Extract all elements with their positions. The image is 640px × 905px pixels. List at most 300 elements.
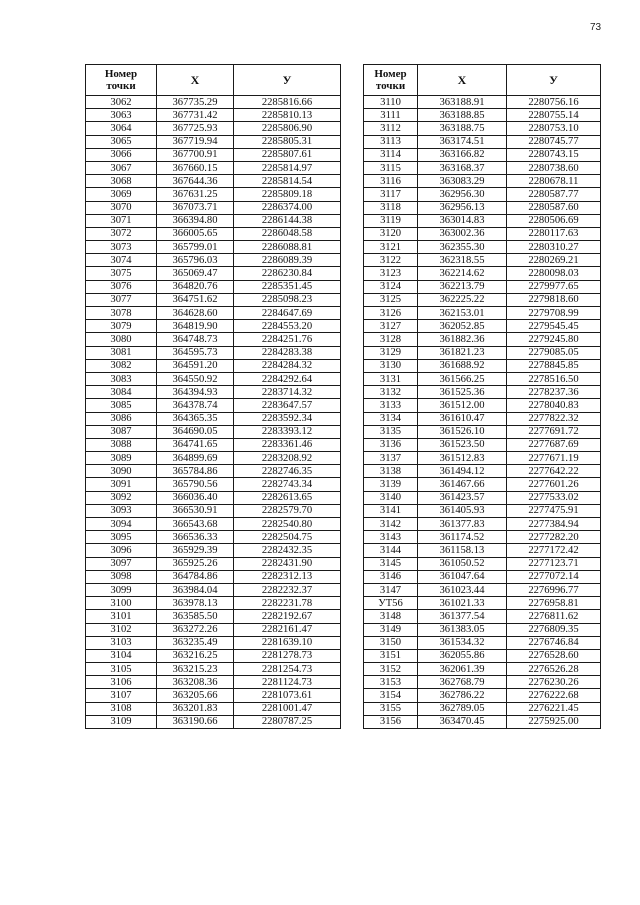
x-header: Х [418,65,507,96]
table-row [364,702,601,715]
point-number-cell: 3079 [86,320,157,333]
point-number-cell: 3111 [364,109,418,122]
x-coordinate-cell: 363978.13 [157,597,234,610]
y-coordinate-cell: 2284553.20 [234,320,341,333]
x-coordinate-cell: 363188.75 [418,122,507,135]
x-coordinate-cell: 366543.68 [157,518,234,531]
x-header: Х [157,65,234,96]
y-coordinate-cell: 2278516.50 [507,372,601,385]
table-row [86,610,341,623]
point-number-cell: 3086 [86,412,157,425]
table-row [86,109,341,122]
y-coordinate-cell: 2276996.77 [507,583,601,596]
x-coordinate-cell: 366005.65 [157,227,234,240]
y-coordinate-cell: 2286230.84 [234,267,341,280]
point-number-cell: 3122 [364,254,418,267]
y-coordinate-cell: 2277384.94 [507,518,601,531]
y-coordinate-cell: 2276222.68 [507,689,601,702]
point-number-cell: 3138 [364,465,418,478]
x-coordinate-cell: 362956.30 [418,188,507,201]
x-coordinate-cell: 364899.69 [157,452,234,465]
x-coordinate-cell: 365796.03 [157,254,234,267]
table-row [86,636,341,649]
point-number-cell: 3107 [86,689,157,702]
point-number-cell: 3108 [86,702,157,715]
point-number-cell: 3084 [86,386,157,399]
table-row [364,320,601,333]
point-number-cell: 3154 [364,689,418,702]
table-row [364,267,601,280]
table-row [364,583,601,596]
table-row [86,399,341,412]
coordinates-table-right [363,64,601,729]
point-number-cell: 3118 [364,201,418,214]
table-row [86,478,341,491]
table-row [86,715,341,728]
y-coordinate-cell: 2285809.18 [234,188,341,201]
point-number-cell: 3089 [86,452,157,465]
y-coordinate-cell: 2280506.69 [507,214,601,227]
point-number-cell: 3129 [364,346,418,359]
y-coordinate-cell: 2285810.13 [234,109,341,122]
y-coordinate-cell: 2276528.60 [507,649,601,662]
point-number-cell: 3096 [86,544,157,557]
table-row [86,438,341,451]
table-row [364,122,601,135]
table-row [364,307,601,320]
point-number-cell: 3073 [86,241,157,254]
y-coordinate-cell: 2277601.26 [507,478,601,491]
table-row [364,504,601,517]
y-coordinate-cell: 2282613.65 [234,491,341,504]
table-row [86,465,341,478]
y-coordinate-cell: 2285806.90 [234,122,341,135]
y-coordinate-cell: 2280753.10 [507,122,601,135]
x-coordinate-cell: 362055.86 [418,649,507,662]
point-number-cell: 3067 [86,161,157,174]
x-coordinate-cell: 364394.93 [157,386,234,399]
y-coordinate-cell: 2276746.84 [507,636,601,649]
table-row [86,293,341,306]
y-coordinate-cell: 2285814.54 [234,175,341,188]
x-coordinate-cell: 361174.52 [418,531,507,544]
y-coordinate-cell: 2278040.83 [507,399,601,412]
x-coordinate-cell: 361377.54 [418,610,507,623]
table-row [364,557,601,570]
x-coordinate-cell: 361494.12 [418,465,507,478]
point-number-cell: 3143 [364,531,418,544]
y-coordinate-cell: 2282431.90 [234,557,341,570]
x-coordinate-cell: 367731.42 [157,109,234,122]
point-number-cell: 3071 [86,214,157,227]
table-row [364,465,601,478]
x-coordinate-cell: 361050.52 [418,557,507,570]
table-row [364,188,601,201]
table-row [364,649,601,662]
table-row [86,544,341,557]
y-coordinate-cell: 2283208.92 [234,452,341,465]
x-coordinate-cell: 363188.85 [418,109,507,122]
y-coordinate-cell: 2286374.00 [234,201,341,214]
table-row [86,531,341,544]
point-number-cell: 3131 [364,372,418,385]
y-coordinate-cell: 2277533.02 [507,491,601,504]
x-coordinate-cell: 361688.92 [418,359,507,372]
point-number-cell: 3142 [364,518,418,531]
x-coordinate-cell: 363235.49 [157,636,234,649]
point-number-cell: 3155 [364,702,418,715]
table-row [86,254,341,267]
table-row [86,583,341,596]
x-coordinate-cell: 364784.86 [157,570,234,583]
x-coordinate-cell: 365784.86 [157,465,234,478]
table-row [364,518,601,531]
point-number-header: Номер точки [364,65,418,96]
table-row [364,135,601,148]
point-number-cell: 3137 [364,452,418,465]
point-number-cell: 3128 [364,333,418,346]
x-coordinate-cell: 361377.83 [418,518,507,531]
y-coordinate-cell: 2279818.60 [507,293,601,306]
y-coordinate-cell: 2286144.38 [234,214,341,227]
point-number-cell: 3135 [364,425,418,438]
point-number-cell: 3140 [364,491,418,504]
x-coordinate-cell: 364595.73 [157,346,234,359]
y-coordinate-cell: 2282746.35 [234,465,341,478]
y-coordinate-cell: 2278237.36 [507,386,601,399]
x-coordinate-cell: 361526.10 [418,425,507,438]
x-coordinate-cell: 361566.25 [418,372,507,385]
point-number-cell: 3101 [86,610,157,623]
point-number-cell: 3148 [364,610,418,623]
table-row [86,452,341,465]
table-row [86,702,341,715]
x-coordinate-cell: 362061.39 [418,663,507,676]
y-coordinate-cell: 2279245.80 [507,333,601,346]
y-coordinate-cell: 2277123.71 [507,557,601,570]
point-number-header: Номер точки [86,65,157,96]
table-row [364,438,601,451]
point-number-cell: 3132 [364,386,418,399]
point-number-cell: 3105 [86,663,157,676]
table-row [364,254,601,267]
table-row [86,201,341,214]
x-coordinate-cell: 364628.60 [157,307,234,320]
y-coordinate-cell: 2279977.65 [507,280,601,293]
point-number-cell: 3156 [364,715,418,728]
y-coordinate-cell: 2284284.32 [234,359,341,372]
point-number-cell: 3102 [86,623,157,636]
y-coordinate-cell: 2282743.34 [234,478,341,491]
y-coordinate-cell: 2278845.85 [507,359,601,372]
table-row [86,96,341,109]
x-coordinate-cell: 363166.82 [418,148,507,161]
x-coordinate-cell: 367631.25 [157,188,234,201]
x-coordinate-cell: 361383.05 [418,623,507,636]
x-coordinate-cell: 361023.44 [418,583,507,596]
y-coordinate-cell: 2283592.34 [234,412,341,425]
x-coordinate-cell: 361021.33 [418,597,507,610]
table-row [86,320,341,333]
y-coordinate-cell: 2280269.21 [507,254,601,267]
table-row [86,280,341,293]
table-row [364,148,601,161]
table-row [86,663,341,676]
point-number-cell: 3151 [364,649,418,662]
y-header: У [507,65,601,96]
y-coordinate-cell: 2282432.35 [234,544,341,557]
y-coordinate-cell: 2276809.35 [507,623,601,636]
table-row [86,227,341,240]
x-coordinate-cell: 363002.36 [418,227,507,240]
point-number-cell: 3080 [86,333,157,346]
y-coordinate-cell: 2285098.23 [234,293,341,306]
x-coordinate-cell: 364741.65 [157,438,234,451]
point-number-cell: 3085 [86,399,157,412]
x-coordinate-cell: 366530.91 [157,504,234,517]
y-coordinate-cell: 2286089.39 [234,254,341,267]
point-number-cell: 3082 [86,359,157,372]
y-coordinate-cell: 2280738.60 [507,161,601,174]
x-coordinate-cell: 367660.15 [157,161,234,174]
table-row [86,359,341,372]
x-coordinate-cell: 364378.74 [157,399,234,412]
point-number-cell: 3134 [364,412,418,425]
point-number-cell: 3097 [86,557,157,570]
y-coordinate-cell: 2279545.45 [507,320,601,333]
x-coordinate-cell: 361882.36 [418,333,507,346]
table-row [364,280,601,293]
point-number-cell: 3100 [86,597,157,610]
point-number-cell: 3133 [364,399,418,412]
point-number-cell: 3077 [86,293,157,306]
point-number-cell: 3147 [364,583,418,596]
table-row [364,452,601,465]
x-coordinate-cell: 366536.33 [157,531,234,544]
point-number-cell: 3126 [364,307,418,320]
point-number-cell: 3139 [364,478,418,491]
table-row [364,214,601,227]
table-row [364,636,601,649]
point-number-cell: 3081 [86,346,157,359]
table-row [86,307,341,320]
x-coordinate-cell: 362225.22 [418,293,507,306]
table-row [86,241,341,254]
y-coordinate-cell: 2282579.70 [234,504,341,517]
point-number-cell: 3146 [364,570,418,583]
y-coordinate-cell: 2277282.20 [507,531,601,544]
table-row [364,227,601,240]
x-coordinate-cell: 364819.90 [157,320,234,333]
x-coordinate-cell: 361512.00 [418,399,507,412]
point-number-cell: 3075 [86,267,157,280]
table-row [86,333,341,346]
y-coordinate-cell: 2277671.19 [507,452,601,465]
x-coordinate-cell: 365799.01 [157,241,234,254]
x-coordinate-cell: 363216.25 [157,649,234,662]
y-coordinate-cell: 2282192.67 [234,610,341,623]
point-number-cell: 3112 [364,122,418,135]
point-number-cell: 3119 [364,214,418,227]
table-row [364,597,601,610]
y-coordinate-cell: 2276230.26 [507,676,601,689]
x-coordinate-cell: 362786.22 [418,689,507,702]
x-coordinate-cell: 366036.40 [157,491,234,504]
table-row [364,531,601,544]
table-row [86,148,341,161]
x-coordinate-cell: 367644.36 [157,175,234,188]
table-row [364,663,601,676]
point-number-cell: 3144 [364,544,418,557]
point-number-cell: 3130 [364,359,418,372]
point-number-cell: 3065 [86,135,157,148]
point-number-cell: 3069 [86,188,157,201]
point-number-cell: 3087 [86,425,157,438]
x-coordinate-cell: 363272.26 [157,623,234,636]
table-row [364,570,601,583]
x-coordinate-cell: 364748.73 [157,333,234,346]
point-number-cell: 3078 [86,307,157,320]
table-row [86,175,341,188]
x-coordinate-cell: 361534.32 [418,636,507,649]
point-number-cell: 3145 [364,557,418,570]
x-coordinate-cell: 361423.57 [418,491,507,504]
y-coordinate-cell: 2281073.61 [234,689,341,702]
table-row [364,478,601,491]
table-row [86,570,341,583]
y-coordinate-cell: 2276958.81 [507,597,601,610]
y-coordinate-cell: 2282540.80 [234,518,341,531]
table-row [364,346,601,359]
x-coordinate-cell: 367725.93 [157,122,234,135]
y-coordinate-cell: 2280787.25 [234,715,341,728]
point-number-cell: 3068 [86,175,157,188]
x-coordinate-cell: 366394.80 [157,214,234,227]
x-coordinate-cell: 361467.66 [418,478,507,491]
point-number-cell: 3093 [86,504,157,517]
point-number-cell: 3091 [86,478,157,491]
point-number-cell: 3150 [364,636,418,649]
table-header-row [364,65,601,96]
x-coordinate-cell: 362213.79 [418,280,507,293]
point-number-cell: 3123 [364,267,418,280]
y-coordinate-cell: 2283714.32 [234,386,341,399]
table-row [364,241,601,254]
point-number-cell: 3062 [86,96,157,109]
point-number-cell: 3120 [364,227,418,240]
x-coordinate-cell: 363168.37 [418,161,507,174]
table-row [86,689,341,702]
y-coordinate-cell: 2277691.72 [507,425,601,438]
table-row [86,518,341,531]
y-coordinate-cell: 2280678.11 [507,175,601,188]
point-number-cell: УТ56 [364,597,418,610]
y-coordinate-cell: 2277475.91 [507,504,601,517]
y-coordinate-cell: 2277172.42 [507,544,601,557]
point-number-cell: 3104 [86,649,157,662]
table-row [86,425,341,438]
x-coordinate-cell: 365069.47 [157,267,234,280]
x-coordinate-cell: 364820.76 [157,280,234,293]
y-coordinate-cell: 2280743.15 [507,148,601,161]
y-coordinate-cell: 2282312.13 [234,570,341,583]
y-coordinate-cell: 2283647.57 [234,399,341,412]
point-number-cell: 3106 [86,676,157,689]
y-coordinate-cell: 2280587.77 [507,188,601,201]
table-row [86,491,341,504]
point-number-cell: 3094 [86,518,157,531]
y-coordinate-cell: 2286048.58 [234,227,341,240]
point-number-cell: 3124 [364,280,418,293]
point-number-cell: 3092 [86,491,157,504]
x-coordinate-cell: 365925.26 [157,557,234,570]
y-coordinate-cell: 2277822.32 [507,412,601,425]
y-coordinate-cell: 2281278.73 [234,649,341,662]
point-number-cell: 3117 [364,188,418,201]
y-coordinate-cell: 2282231.78 [234,597,341,610]
x-coordinate-cell: 363585.50 [157,610,234,623]
table-row [364,201,601,214]
x-coordinate-cell: 363984.04 [157,583,234,596]
point-number-cell: 3125 [364,293,418,306]
x-coordinate-cell: 363174.51 [418,135,507,148]
point-number-cell: 3152 [364,663,418,676]
x-coordinate-cell: 363201.83 [157,702,234,715]
point-number-cell: 3099 [86,583,157,596]
table-row [86,122,341,135]
x-coordinate-cell: 362768.79 [418,676,507,689]
table-row [364,715,601,728]
table-row [364,175,601,188]
x-coordinate-cell: 361047.64 [418,570,507,583]
y-coordinate-cell: 2276811.62 [507,610,601,623]
point-number-cell: 3114 [364,148,418,161]
y-coordinate-cell: 2280756.16 [507,96,601,109]
y-coordinate-cell: 2280755.14 [507,109,601,122]
x-coordinate-cell: 365929.39 [157,544,234,557]
y-coordinate-cell: 2282504.75 [234,531,341,544]
table-row [364,623,601,636]
y-coordinate-cell: 2284251.76 [234,333,341,346]
x-coordinate-cell: 362318.55 [418,254,507,267]
point-number-cell: 3153 [364,676,418,689]
coordinates-table-left [85,64,341,729]
point-number-cell: 3110 [364,96,418,109]
point-number-cell: 3103 [86,636,157,649]
table-row [86,676,341,689]
table-row [364,676,601,689]
table-row [86,267,341,280]
y-coordinate-cell: 2283393.12 [234,425,341,438]
point-number-cell: 3113 [364,135,418,148]
table-row [364,359,601,372]
x-coordinate-cell: 361405.93 [418,504,507,517]
table-row [86,346,341,359]
table-row [86,386,341,399]
x-coordinate-cell: 367073.71 [157,201,234,214]
y-coordinate-cell: 2280117.63 [507,227,601,240]
x-coordinate-cell: 364690.05 [157,425,234,438]
y-coordinate-cell: 2280098.03 [507,267,601,280]
point-number-cell: 3090 [86,465,157,478]
x-coordinate-cell: 364365.35 [157,412,234,425]
y-coordinate-cell: 2284283.38 [234,346,341,359]
point-number-cell: 3116 [364,175,418,188]
y-coordinate-cell: 2281001.47 [234,702,341,715]
y-coordinate-cell: 2283361.46 [234,438,341,451]
x-coordinate-cell: 361525.36 [418,386,507,399]
table-row [86,214,341,227]
